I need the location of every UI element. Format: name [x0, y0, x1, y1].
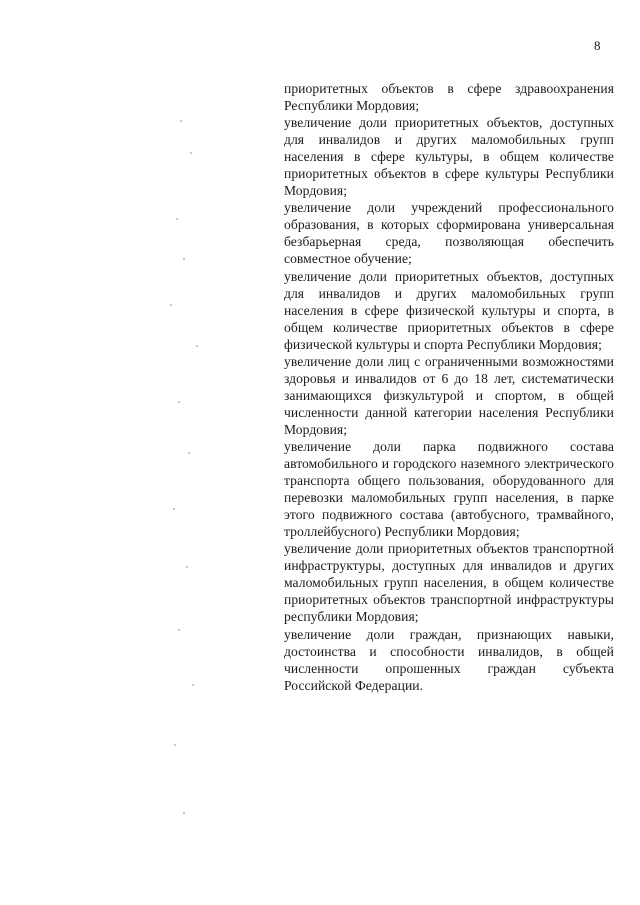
paragraph-transport-fleet: увеличение доли парка подвижного состава автомобильного и городского наземного электрического транспорта общего пользования, оборудованного для перевозки маломобильных групп населения, в парке этого подвижного состава (автобусного, трамвайного, троллейбусного) Республики Мордовия;	[284, 438, 614, 540]
scan-speck	[186, 566, 188, 568]
scan-speck	[192, 684, 194, 686]
scan-speck	[190, 152, 192, 154]
scan-speck	[176, 218, 178, 220]
scan-speck	[178, 401, 180, 403]
paragraph-education-institutions: увеличение доли учреждений профессионального образования, в которых сформирована универсальная безбарьерная среда, позволяющая обеспечить совместное обучение;	[284, 200, 614, 267]
scan-speck	[173, 508, 175, 510]
text-column	[284, 80, 614, 694]
scan-speck	[196, 345, 198, 347]
scan-speck	[174, 744, 176, 746]
paragraph-sport-participation: увеличение доли лиц с ограниченными возможностями здоровья и инвалидов от 6 до 18 лет, систематически занимающихся физкультурой и спортом, в общей численности данной категории населения Республики Мордовия;	[284, 353, 614, 437]
page-number: 8	[594, 38, 601, 53]
scan-speck	[183, 258, 185, 260]
scan-speck	[170, 304, 172, 306]
paragraph-healthcare-objects: приоритетных объектов в сфере здравоохранения Республики Мордовия;	[284, 81, 614, 114]
scan-speck	[180, 120, 182, 122]
scan-speck	[178, 629, 180, 631]
paragraph-transport-infrastructure: увеличение доли приоритетных объектов транспортной инфраструктуры, доступных для инвалидов и других маломобильных групп населения, в общем количестве приоритетных объектов транспортной инфраструктуры республики Мордовия;	[284, 541, 614, 625]
paragraph-public-attitude: увеличение доли граждан, признающих навыки, достоинства и способности инвалидов, в общей численности опрошенных граждан субъекта Российской Федерации.	[284, 626, 614, 693]
scan-speck	[188, 452, 190, 454]
paragraph-sport-objects: увеличение доли приоритетных объектов, доступных для инвалидов и других маломобильных групп населения в сфере физической культуры и спорта, в общем количестве приоритетных объектов в сфере физической культуры и спорта Республики Мордовия;	[284, 268, 614, 352]
paragraph-culture-objects: увеличение доли приоритетных объектов, доступных для инвалидов и других маломобильных групп населения в сфере культуры, в общем количестве приоритетных объектов в сфере культуры Республики Мордовия;	[284, 115, 614, 199]
scan-speck	[183, 812, 185, 814]
